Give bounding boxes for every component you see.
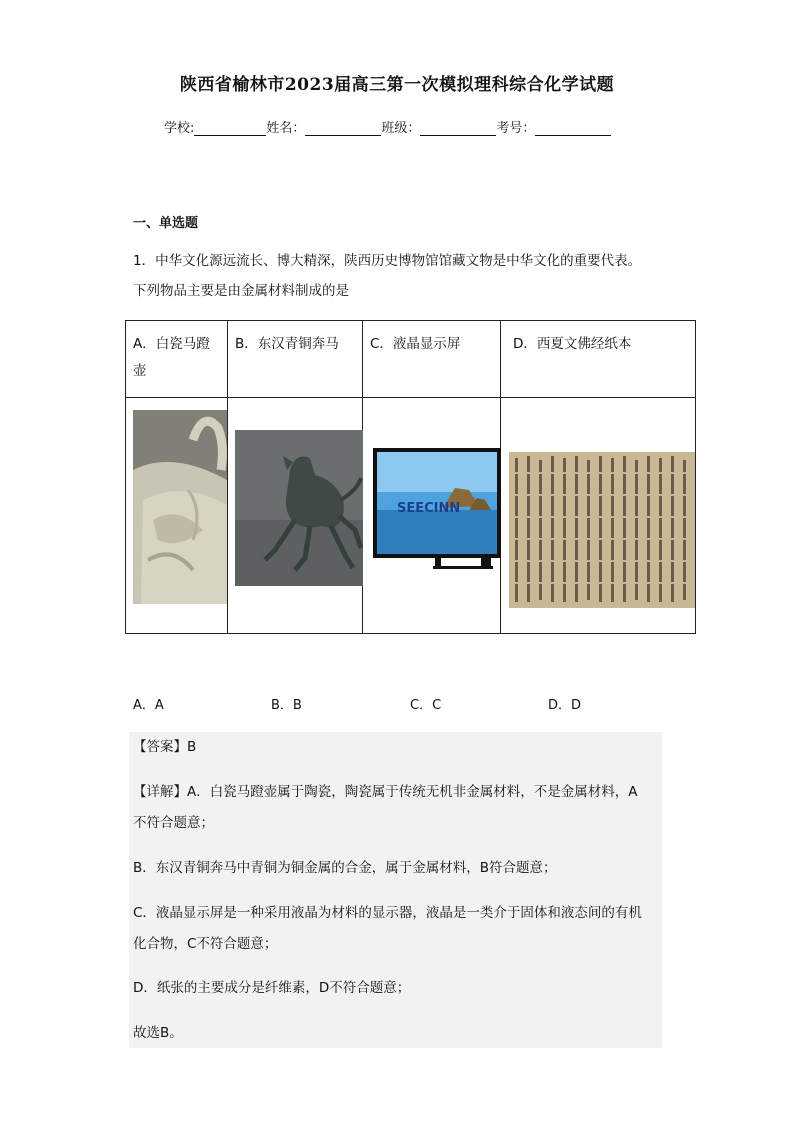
- section-heading: 一、单选题: [133, 216, 199, 231]
- option-b-label: B．东汉青铜奔马: [235, 336, 339, 352]
- detail-line-3: C．液晶显示屏是一种采用液晶为材料的显示器，液晶是一类介于固体和液态间的有机: [133, 905, 642, 921]
- detail-line-4: D．纸张的主要成分是纤维素，D不符合题意；: [133, 980, 411, 996]
- class-label: 班级：: [381, 121, 421, 136]
- detail-line-2: B．东汉青铜奔马中青铜为铜金属的合金，属于金属材料，B符合题意；: [133, 860, 557, 876]
- exam-no-blank[interactable]: [535, 121, 611, 136]
- lcd-screen-image: [373, 448, 503, 570]
- school-blank[interactable]: [194, 121, 266, 136]
- choice-b[interactable]: B．B: [271, 698, 302, 713]
- name-blank[interactable]: [305, 121, 381, 136]
- choice-c[interactable]: C．C: [410, 698, 442, 713]
- options-table: [125, 320, 696, 634]
- name-label: 姓名：: [266, 121, 306, 136]
- option-d-label: D．西夏文佛经纸本: [513, 336, 632, 352]
- option-c-label: C．液晶显示屏: [370, 336, 461, 352]
- sutra-manuscript-image: [509, 452, 695, 608]
- choice-a[interactable]: A．A: [133, 698, 164, 713]
- student-info-line: [164, 117, 611, 136]
- class-blank[interactable]: [420, 121, 496, 136]
- question-stem-line1: 1．中华文化源远流长、博大精深，陕西历史博物馆馆藏文物是中华文化的重要代表。: [133, 253, 642, 269]
- answer-line: 【答案】B: [133, 739, 197, 755]
- choice-d[interactable]: D．D: [548, 698, 582, 713]
- question-stem-line2: 下列物品主要是由金属材料制成的是: [133, 283, 349, 299]
- page-title: 陕西省榆林市2023届高三第一次模拟理科综合化学试题: [179, 75, 615, 95]
- detail-line-3b: 化合物，C不符合题意；: [133, 936, 278, 952]
- school-label: 学校:: [164, 121, 195, 136]
- detail-line-1b: 不符合题意；: [133, 815, 214, 831]
- conclusion-line: 故选B。: [133, 1025, 183, 1041]
- bronze-horse-image: [235, 430, 363, 586]
- detail-line-1: 【详解】A．白瓷马蹬壶属于陶瓷，陶瓷属于传统无机非金属材料，不是金属材料，A: [133, 784, 638, 800]
- exam-no-label: 考号：: [496, 121, 536, 136]
- porcelain-pot-image: [133, 410, 227, 604]
- screen-brand-text: SEECINN: [397, 501, 461, 516]
- option-a-label: A．白瓷马蹬壶: [133, 336, 210, 379]
